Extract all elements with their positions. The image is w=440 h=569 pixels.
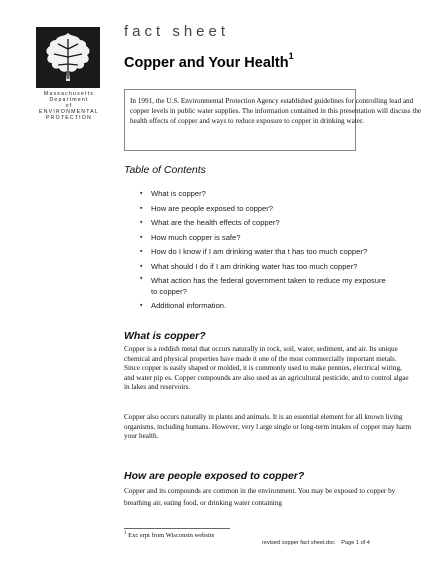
section-heading-exposure: How are people exposed to copper?	[124, 470, 305, 482]
agency-name-line-3: of	[65, 103, 73, 109]
toc-heading: Table of Contents	[124, 164, 206, 176]
toc-item: ▪ What action has the federal government taken to reduce my exposure to copper?	[140, 274, 391, 299]
logo	[36, 27, 100, 88]
footer-filename: revised copper fact sheet.doc	[262, 540, 336, 546]
footnote-text: Exc erpt from Wisconsin website	[128, 532, 215, 540]
agency-name-line-2: Department	[49, 97, 89, 103]
page-title	[124, 53, 294, 71]
section-heading-what-is-copper: What is copper?	[124, 330, 206, 342]
agency-name-line-5: PROTECTION	[45, 115, 92, 121]
toc-item: ▪ What are the health effects of copper?	[140, 216, 391, 231]
toc-item: ▪ How much copper is safe?	[140, 231, 391, 246]
toc-list	[140, 187, 391, 314]
toc-item: ▪ What is copper?	[140, 187, 391, 202]
toc-item: ▪ How are people exposed to copper?	[140, 202, 391, 217]
footer-page-number: Page 1 of 4	[341, 540, 370, 546]
section-paragraph: Copper is a reddish metal that occurs naturally in rock, soil, water, sediment, and air. Its unique chemical and physical properties have made it one of the most commercially important metals. Since copper is easily shaped or molded, it is commonly used to make pennies, electrical wiring, and water pip es. Copper compounds are also used as an agricultural pesticide, and to control algae in lakes and reservoirs.	[124, 345, 409, 391]
title-footnote-marker: 1	[288, 51, 294, 61]
fact-sheet-label: fact sheet	[124, 23, 230, 40]
agency-name-line-1: Massachusetts	[43, 91, 95, 97]
footnote-marker: 1	[124, 531, 127, 536]
agency-name-line-4: ENVIRONMENTAL	[39, 109, 99, 115]
toc-item: ▪ What should I do if I am drinking water has too much copper?	[140, 260, 391, 275]
section-paragraph: Copper and its compounds are common in the environment. You may be exposed to copper by breathing air, eating food, or drinking water containing	[124, 487, 396, 507]
intro-text: In 1991, the U.S. Environmental Protection Agency established guidelines for controlling lead and copper levels in public water supplies. The information contained in this presentation will discuss the health effects of copper and ways to reduce exposure to copper in drinking water.	[130, 97, 422, 125]
footnote	[124, 531, 214, 539]
footnote-divider	[124, 528, 230, 529]
page-footer	[262, 540, 370, 546]
section-paragraph: Copper also occurs naturally in plants and animals. It is an essential element for all known living organisms, including humans. However, very l arge single or long-term intakes of copper may harm your health.	[124, 413, 412, 440]
toc-item: ▪ Additional information.	[140, 299, 391, 314]
toc-item: ▪ How do I know if I am drinking water tha t has too much copper?	[140, 245, 391, 260]
page-title-text: Copper and Your Health	[124, 54, 289, 71]
oak-leaf-icon	[36, 27, 100, 88]
